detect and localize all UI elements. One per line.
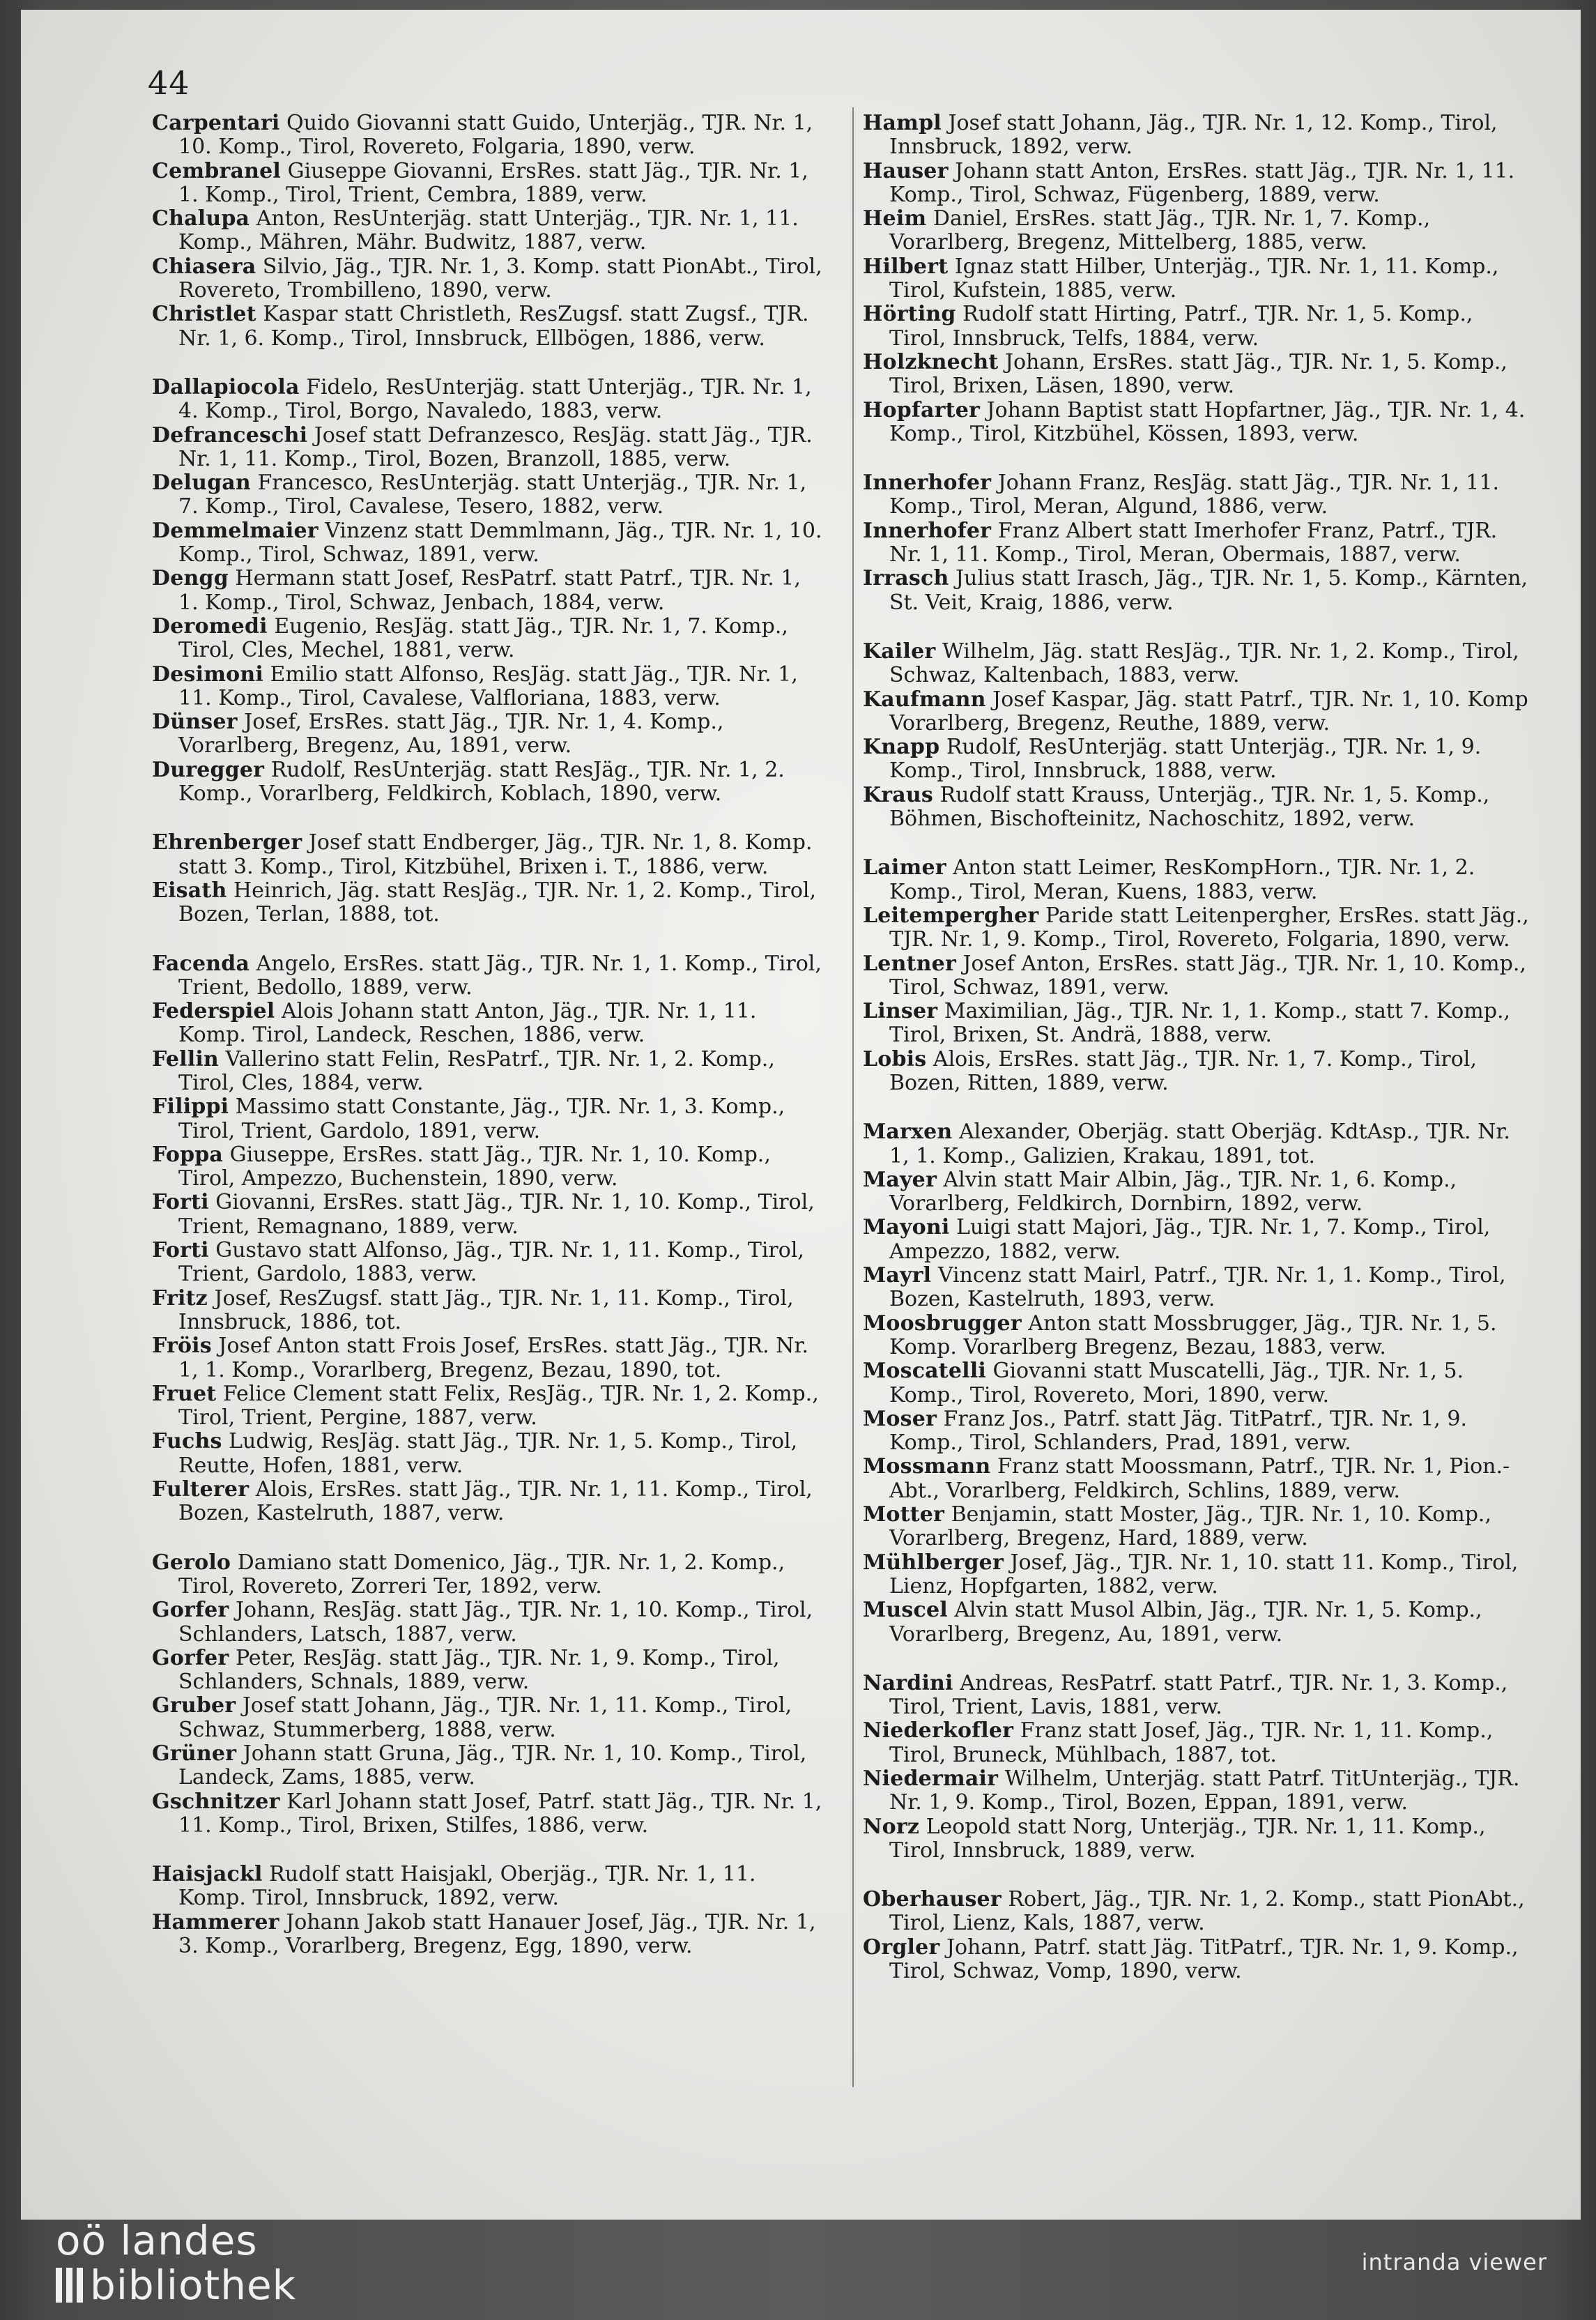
register-entry [152,519,824,567]
entry-details: Hermann statt Josef, ResPatrf. statt Patrf., TJR. Nr. 1, 1. Komp., Tirol, Schwaz, Jenbach, 1884, verw. [178,566,801,615]
entry-details: Maximilian, Jäg., TJR. Nr. 1, 1. Komp., statt 7. Komp., Tirol, Brixen, St. Andrä, 1888, verw. [889,999,1511,1048]
entry-surname: Duregger [152,757,265,782]
entry-surname: Lobis [863,1046,927,1071]
entry-surname: Fulterer [152,1477,250,1502]
register-entry [152,1863,824,1911]
register-entry [152,831,824,879]
register-entry [863,1168,1535,1216]
entry-details: Alexander, Oberjäg. statt Oberjäg. KdtAsp., TJR. Nr. 1, 1. Komp., Galizien, Krakau, 1891, tot. [889,1120,1510,1168]
register-entry [152,303,824,351]
entry-surname: Fröis [152,1334,212,1359]
column-divider [852,107,854,2087]
entry-surname: Chalupa [152,206,250,231]
entry-details: Eugenio, ResJäg. statt Jäg., TJR. Nr. 1, 7. Komp., Tirol, Cles, Mechel, 1881, verw. [178,613,788,663]
register-entry [152,1430,824,1478]
register-entry [152,1382,824,1430]
entry-details: Massimo statt Constante, Jäg., TJR. Nr. 1, 3. Komp., Tirol, Trient, Gardolo, 1891, verw. [178,1094,785,1143]
entry-surname: Innerhofer [863,518,992,543]
register-entry [152,471,824,519]
register-entry [863,1936,1535,1984]
entry-surname: Carpentari [152,111,280,135]
logo-line-2-wrapper [56,2263,296,2307]
entry-details: Josef statt Defranzesco, ResJäg. statt Jäg., TJR. Nr. 1, 11. Komp., Tirol, Bozen, Branzoll, 1885, verw. [178,422,813,471]
register-entry [152,1551,824,1599]
entry-details: Giuseppe Giovanni, ErsRes. statt Jäg., TJR. Nr. 1, 1. Komp., Tirol, Trient, Cembra, 1889, verw. [178,158,808,207]
entry-surname: Hörting [863,302,956,327]
entry-details: Wilhelm, Unterjäg. statt Patrf. TitUnterjäg., TJR. Nr. 1, 9. Komp., Tirol, Bozen, Eppan, 1891, verw. [889,1766,1520,1815]
entry-surname: Gorfer [152,1645,229,1670]
register-entry [152,207,824,255]
entry-details: Alois, ErsRes. statt Jäg., TJR. Nr. 1, 11. Komp., Tirol, Bozen, Kastelruth, 1887, verw. [178,1477,813,1526]
register-entry [863,471,1535,519]
entry-details: Johann statt Anton, ErsRes. statt Jäg., TJR. Nr. 1, 11. Komp., Tirol, Schwaz, Fügenberg, 1889, verw. [889,158,1515,207]
entry-surname: Mayrl [863,1263,932,1288]
entry-surname: Federspiel [152,999,275,1024]
entry-surname: Holzknecht [863,349,999,374]
entry-surname: Christlet [152,302,256,327]
entry-details: Kaspar statt Christleth, ResZugsf. statt Zugsf., TJR. Nr. 1, 6. Komp., Tirol, Innsbruck, Ellbögen, 1886, verw. [178,302,809,351]
document-page [21,10,1581,2220]
register-entry [863,1719,1535,1767]
register-entry [863,567,1535,615]
register-entry [863,1503,1535,1551]
register-entry [152,1598,824,1647]
register-entry [152,160,824,208]
entry-details: Silvio, Jäg., TJR. Nr. 1, 3. Komp. statt PionAbt., Tirol, Rovereto, Trombilleno, 1890, verw. [178,254,822,303]
register-entry [152,1334,824,1382]
entry-details: Josef Anton, ErsRes. statt Jäg., TJR. Nr. 1, 10. Komp., Tirol, Schwaz, 1891, verw. [889,951,1526,1000]
register-entry [152,1048,824,1096]
entry-details: Angelo, ErsRes. statt Jäg., TJR. Nr. 1, 1. Komp., Tirol, Trient, Bedollo, 1889, verw. [178,951,822,1000]
entry-surname: Linser [863,999,938,1024]
entry-surname: Leitempergher [863,903,1039,928]
register-entry [863,904,1535,952]
register-entry [863,1264,1535,1312]
entry-surname: Muscel [863,1598,948,1623]
entry-surname: Fellin [152,1046,219,1071]
entry-details: Rudolf statt Haisjakl, Oberjäg., TJR. Nr. 1, 11. Komp. Tirol, Innsbruck, 1892, verw. [178,1862,756,1911]
register-entry [152,1143,824,1191]
entry-details: Rudolf, ResUnterjäg. statt Unterjäg., TJR. Nr. 1, 9. Komp., Tirol, Innsbruck, 1888, verw. [889,735,1482,784]
entry-details: Johann Franz, ResJäg. statt Jäg., TJR. Nr. 1, 11. Komp., Tirol, Meran, Algund, 1886, verw. [889,471,1499,519]
entry-details: Johann Jakob statt Hanauer Josef, Jäg., TJR. Nr. 1, 3. Komp., Vorarlberg, Bregenz, Egg, 1890, verw. [178,1909,816,1959]
entry-details: Johann statt Gruna, Jäg., TJR. Nr. 1, 10. Komp., Tirol, Landeck, Zams, 1885, verw. [178,1741,807,1790]
register-entry [152,1694,824,1742]
register-entry [863,519,1535,567]
entry-surname: Marxen [863,1120,953,1145]
entry-details: Johann, ErsRes. statt Jäg., TJR. Nr. 1, 5. Komp., Tirol, Brixen, Läsen, 1890, verw. [889,349,1507,399]
entry-surname: Fruet [152,1381,217,1406]
entry-surname: Heim [863,206,927,231]
entry-details: Josef, ErsRes. statt Jäg., TJR. Nr. 1, 4. Komp., Vorarlberg, Bregenz, Au, 1891, verw. [178,710,724,758]
entry-surname: Forti [152,1190,209,1215]
entry-details: Josef statt Johann, Jäg., TJR. Nr. 1, 12. Komp., Tirol, Innsbruck, 1892, verw. [889,111,1498,160]
entry-details: Francesco, ResUnterjäg. statt Unterjäg., TJR. Nr. 1, 7. Komp., Tirol, Cavalese, Tesero, 1882, verw. [178,471,807,519]
register-entry [863,952,1535,1000]
library-logo[interactable] [56,2218,296,2307]
entry-details: Franz statt Josef, Jäg., TJR. Nr. 1, 11. Komp., Tirol, Bruneck, Mühlbach, 1887, tot. [889,1718,1494,1767]
entry-surname: Oberhauser [863,1887,1002,1912]
left-column [152,112,824,1958]
entry-details: Josef Anton statt Frois Josef, ErsRes. statt Jäg., TJR. Nr. 1, 1. Komp., Vorarlberg, Bregenz, Bezau, 1890, tot. [178,1334,809,1382]
entry-surname: Dünser [152,710,238,735]
entry-surname: Lentner [863,951,956,976]
register-entry [863,784,1535,832]
entry-surname: Niederkofler [863,1718,1014,1743]
entry-details: Paride statt Leitenpergher, ErsRes. statt Jäg., TJR. Nr. 1, 9. Komp., Tirol, Rovereto, Folgaria, 1890, verw. [889,903,1529,952]
register-entry [863,1216,1535,1264]
entry-details: Josef, Jäg., TJR. Nr. 1, 10. statt 11. Komp., Tirol, Lienz, Hopfgarten, 1882, verw. [889,1550,1519,1598]
entry-details: Wilhelm, Jäg. statt ResJäg., TJR. Nr. 1, 2. Komp., Tirol, Schwaz, Kaltenbach, 1883, verw. [889,639,1519,688]
entry-details: Vincenz statt Mairl, Patrf., TJR. Nr. 1, 1. Komp., Tirol, Bozen, Kastelruth, 1893, verw. [889,1263,1506,1312]
entry-surname: Kraus [863,782,934,807]
viewer-credit[interactable]: intranda viewer [1361,2249,1547,2275]
register-entry [152,112,824,160]
entry-surname: Norz [863,1814,920,1839]
entry-surname: Kailer [863,639,936,664]
register-entry [863,160,1535,208]
entry-surname: Foppa [152,1142,224,1167]
logo-bars-icon [56,2268,83,2303]
page-number: 44 [148,64,190,102]
entry-surname: Gorfer [152,1598,229,1623]
register-entry [863,1000,1535,1048]
entry-details: Leopold statt Norg, Unterjäg., TJR. Nr. 1, 11. Komp., Tirol, Innsbruck, 1889, verw. [889,1814,1486,1863]
register-entry [863,735,1535,784]
entry-surname: Innerhofer [863,471,992,496]
entry-surname: Moosbrugger [863,1311,1022,1336]
register-entry [863,1359,1535,1407]
register-entry [863,1551,1535,1599]
entry-details: Franz statt Moossmann, Patrf., TJR. Nr. 1, Pion.-Abt., Vorarlberg, Feldkirch, Schlins, 1889, verw. [889,1454,1510,1503]
register-entry [152,1647,824,1695]
entry-details: Alvin statt Mair Albin, Jäg., TJR. Nr. 1, 6. Komp., Vorarlberg, Feldkirch, Dornbirn, 1892, verw. [889,1167,1457,1216]
entry-surname: Cembranel [152,158,282,183]
register-entry [152,663,824,711]
entry-details: Luigi statt Majori, Jäg., TJR. Nr. 1, 7. Komp., Tirol, Ampezzo, 1882, verw. [889,1215,1491,1264]
entry-details: Franz Albert statt Imerhofer Franz, Patrf., TJR. Nr. 1, 11. Komp., Tirol, Meran, Obermais, 1887, verw. [889,518,1498,567]
register-entry [152,1790,824,1838]
entry-details: Emilio statt Alfonso, ResJäg. statt Jäg., TJR. Nr. 1, 11. Komp., Tirol, Cavalese, Valfloriana, 1883, verw. [178,662,798,710]
entry-surname: Motter [863,1502,945,1527]
register-entry [152,424,824,472]
entry-details: Johann, Patrf. statt Jäg. TitPatrf., TJR. Nr. 1, 9. Komp., Tirol, Schwaz, Vomp, 1890, verw. [889,1934,1519,1984]
entry-surname: Moscatelli [863,1359,986,1384]
register-entry [863,1815,1535,1863]
entry-surname: Laimer [863,855,946,880]
entry-surname: Moser [863,1406,937,1431]
entry-surname: Gschnitzer [152,1789,280,1814]
register-entry [152,1191,824,1239]
register-entry [863,255,1535,303]
entry-surname: Mayoni [863,1215,950,1240]
entry-surname: Mossmann [863,1454,991,1479]
register-entry [863,1312,1535,1360]
entry-surname: Orgler [863,1934,940,1960]
entry-details: Quido Giovanni statt Guido, Unterjäg., TJR. Nr. 1, 10. Komp., Tirol, Rovereto, Folgaria, 1890, verw. [178,111,813,160]
register-entry [152,1287,824,1335]
entry-details: Alois, ErsRes. statt Jäg., TJR. Nr. 1, 7. Komp., Tirol, Bozen, Ritten, 1889, verw. [889,1046,1477,1095]
logo-line-1: oö landes [56,2217,258,2264]
entry-details: Josef statt Endberger, Jäg., TJR. Nr. 1, 8. Komp. statt 3. Komp., Tirol, Kitzbühel, Brixen i. T., 1886, verw. [178,830,813,879]
entry-surname: Defranceschi [152,422,308,448]
entry-surname: Chiasera [152,254,256,279]
register-entry [152,1742,824,1790]
entry-surname: Gruber [152,1693,236,1718]
entry-surname: Hilbert [863,254,949,279]
entry-details: Franz Jos., Patrf. statt Jäg. TitPatrf., TJR. Nr. 1, 9. Komp., Tirol, Schlanders, Prad, 1891, verw. [889,1406,1468,1456]
right-column [863,112,1535,1983]
register-entry [863,1048,1535,1096]
register-entry [863,351,1535,399]
entry-details: Karl Johann statt Josef, Patrf. statt Jäg., TJR. Nr. 1, 11. Komp., Tirol, Brixen, Stilfes, 1886, verw. [178,1789,822,1838]
entry-details: Vallerino statt Felin, ResPatrf., TJR. Nr. 1, 2. Komp., Tirol, Cles, 1884, verw. [178,1046,775,1095]
register-entry [863,640,1535,688]
entry-details: Julius statt Irasch, Jäg., TJR. Nr. 1, 5. Komp., Kärnten, St. Veit, Kraig, 1886, verw. [889,566,1528,615]
register-entry [863,1767,1535,1815]
entry-surname: Filippi [152,1094,229,1120]
register-entry [863,112,1535,160]
entry-surname: Mayer [863,1167,937,1192]
entry-details: Giovanni, ErsRes. statt Jäg., TJR. Nr. 1, 10. Komp., Tirol, Trient, Remagnano, 1889, verw. [178,1190,815,1239]
entry-details: Peter, ResJäg. statt Jäg., TJR. Nr. 1, 9. Komp., Tirol, Schlanders, Schnals, 1889, verw. [178,1645,780,1695]
entry-surname: Nardini [863,1670,953,1695]
entry-surname: Forti [152,1238,209,1263]
entry-surname: Facenda [152,951,250,976]
entry-details: Alvin statt Musol Albin, Jäg., TJR. Nr. 1, 5. Komp., Vorarlberg, Bregenz, Au, 1891, verw. [889,1598,1482,1647]
register-entry [863,1455,1535,1503]
entry-surname: Delugan [152,471,251,496]
entry-details: Benjamin, statt Moster, Jäg., TJR. Nr. 1, 10. Komp., Vorarlberg, Bregenz, Hard, 1889, verw. [889,1502,1491,1551]
entry-surname: Niedermair [863,1766,999,1791]
register-entry [152,1095,824,1143]
entry-details: Andreas, ResPatrf. statt Patrf., TJR. Nr. 1, 3. Komp., Tirol, Trient, Lavis, 1881, verw. [889,1670,1508,1720]
entry-details: Anton statt Mossbrugger, Jäg., TJR. Nr. 1, 5. Komp. Vorarlberg Bregenz, Bezau, 1883, verw. [889,1311,1497,1359]
logo-line-2: bibliothek [90,2261,297,2309]
entry-surname: Grüner [152,1741,237,1766]
register-entry [152,1239,824,1287]
register-entry [863,1672,1535,1720]
register-entry [863,1407,1535,1456]
entry-surname: Hauser [863,158,949,183]
entry-surname: Hampl [863,111,942,135]
entry-details: Alois Johann statt Anton, Jäg., TJR. Nr. 1, 11. Komp. Tirol, Landeck, Reschen, 1886, verw. [178,999,757,1048]
entry-surname: Dengg [152,566,229,591]
register-entry [152,952,824,1000]
register-entry [152,879,824,927]
entry-surname: Fuchs [152,1429,222,1454]
register-entry [863,303,1535,351]
entry-surname: Ehrenberger [152,830,302,855]
register-entry [863,1598,1535,1647]
entry-surname: Hopfarter [863,397,981,422]
entry-details: Anton statt Leimer, ResKompHorn., TJR. Nr. 1, 2. Komp., Tirol, Meran, Kuens, 1883, verw. [889,855,1475,904]
entry-details: Johann Baptist statt Hopfartner, Jäg., TJR. Nr. 1, 4. Komp., Tirol, Kitzbühel, Kössen, 1893, verw. [889,397,1526,446]
entry-details: Daniel, ErsRes. statt Jäg., TJR. Nr. 1, 7. Komp., Vorarlberg, Bregenz, Mittelberg, 1885, verw. [889,206,1431,255]
entry-details: Gustavo statt Alfonso, Jäg., TJR. Nr. 1, 11. Komp., Tirol, Trient, Gardolo, 1883, verw. [178,1238,804,1287]
entry-surname: Demmelmaier [152,518,319,543]
entry-details: Giovanni statt Muscatelli, Jäg., TJR. Nr. 1, 5. Komp., Tirol, Rovereto, Mori, 1890, verw. [889,1359,1464,1407]
entry-details: Giuseppe, ErsRes. statt Jäg., TJR. Nr. 1, 10. Komp., Tirol, Ampezzo, Buchenstein, 1890, verw. [178,1142,771,1191]
register-entry [152,710,824,758]
entry-surname: Knapp [863,735,940,760]
entry-surname: Fritz [152,1285,208,1311]
entry-surname: Dallapiocola [152,374,300,399]
entry-surname: Mühlberger [863,1550,1004,1575]
register-entry [152,615,824,663]
entry-details: Vinzenz statt Demmlmann, Jäg., TJR. Nr. 1, 10. Komp., Tirol, Schwaz, 1891, verw. [178,518,822,567]
entry-details: Johann, ResJäg. statt Jäg., TJR. Nr. 1, 10. Komp., Tirol, Schlanders, Latsch, 1887, verw. [178,1598,813,1647]
entry-surname: Deromedi [152,613,268,639]
entry-surname: Desimoni [152,662,263,687]
entry-details: Josef Kaspar, Jäg. statt Patrf., TJR. Nr. 1, 10. Komp Vorarlberg, Bregenz, Reuthe, 1889, verw. [889,687,1528,735]
entry-surname: Irrasch [863,566,949,591]
register-entry [152,255,824,303]
entry-details: Josef, ResZugsf. statt Jäg., TJR. Nr. 1, 11. Komp., Tirol, Innsbruck, 1886, tot. [178,1285,794,1334]
entry-surname: Gerolo [152,1550,231,1575]
register-entry [863,856,1535,904]
entry-details: Rudolf statt Krauss, Unterjäg., TJR. Nr. 1, 5. Komp., Böhmen, Bischofteinitz, Nachoschitz, 1892, verw. [889,782,1490,832]
entry-surname: Hammerer [152,1909,279,1934]
register-entry [152,1478,824,1526]
register-entry [863,1888,1535,1936]
register-entry [863,399,1535,447]
register-entry [863,207,1535,255]
entry-details: Felice Clement statt Felix, ResJäg., TJR. Nr. 1, 2. Komp., Tirol, Trient, Pergine, 1887, verw. [178,1381,819,1430]
entry-details: Anton, ResUnterjäg. statt Unterjäg., TJR. Nr. 1, 11. Komp., Mähren, Mähr. Budwitz, 1887, verw. [178,206,799,255]
entry-details: Ludwig, ResJäg. statt Jäg., TJR. Nr. 1, 5. Komp., Tirol, Reutte, Hofen, 1881, verw. [178,1429,798,1478]
entry-surname: Kaufmann [863,687,986,712]
entry-details: Rudolf, ResUnterjäg. statt ResJäg., TJR. Nr. 1, 2. Komp., Vorarlberg, Feldkirch, Koblach, 1890, verw. [178,757,785,807]
entry-details: Rudolf statt Hirting, Patrf., TJR. Nr. 1, 5. Komp., Tirol, Innsbruck, Telfs, 1884, verw. [889,302,1473,351]
entry-details: Heinrich, Jäg. statt ResJäg., TJR. Nr. 1, 2. Komp., Tirol, Bozen, Terlan, 1888, tot. [178,878,817,927]
entry-details: Fidelo, ResUnterjäg. statt Unterjäg., TJR. Nr. 1, 4. Komp., Tirol, Borgo, Navaledo, 1883, verw. [178,374,812,424]
register-entry [152,376,824,424]
entry-details: Ignaz statt Hilber, Unterjäg., TJR. Nr. 1, 11. Komp., Tirol, Kufstein, 1885, verw. [889,254,1499,303]
register-entry [152,758,824,807]
entry-surname: Eisath [152,878,227,903]
register-entry [152,1911,824,1959]
entry-surname: Haisjackl [152,1862,263,1887]
entry-details: Damiano statt Domenico, Jäg., TJR. Nr. 1, 2. Komp., Tirol, Rovereto, Zorreri Ter, 1892, verw. [178,1550,785,1598]
register-entry [152,1000,824,1048]
entry-details: Josef statt Johann, Jäg., TJR. Nr. 1, 11. Komp., Tirol, Schwaz, Stummerberg, 1888, verw. [178,1693,792,1742]
entry-details: Robert, Jäg., TJR. Nr. 1, 2. Komp., statt PionAbt., Tirol, Lienz, Kals, 1887, verw. [889,1887,1525,1936]
register-entry [863,688,1535,736]
register-entry [863,1120,1535,1168]
register-entry [152,567,824,615]
